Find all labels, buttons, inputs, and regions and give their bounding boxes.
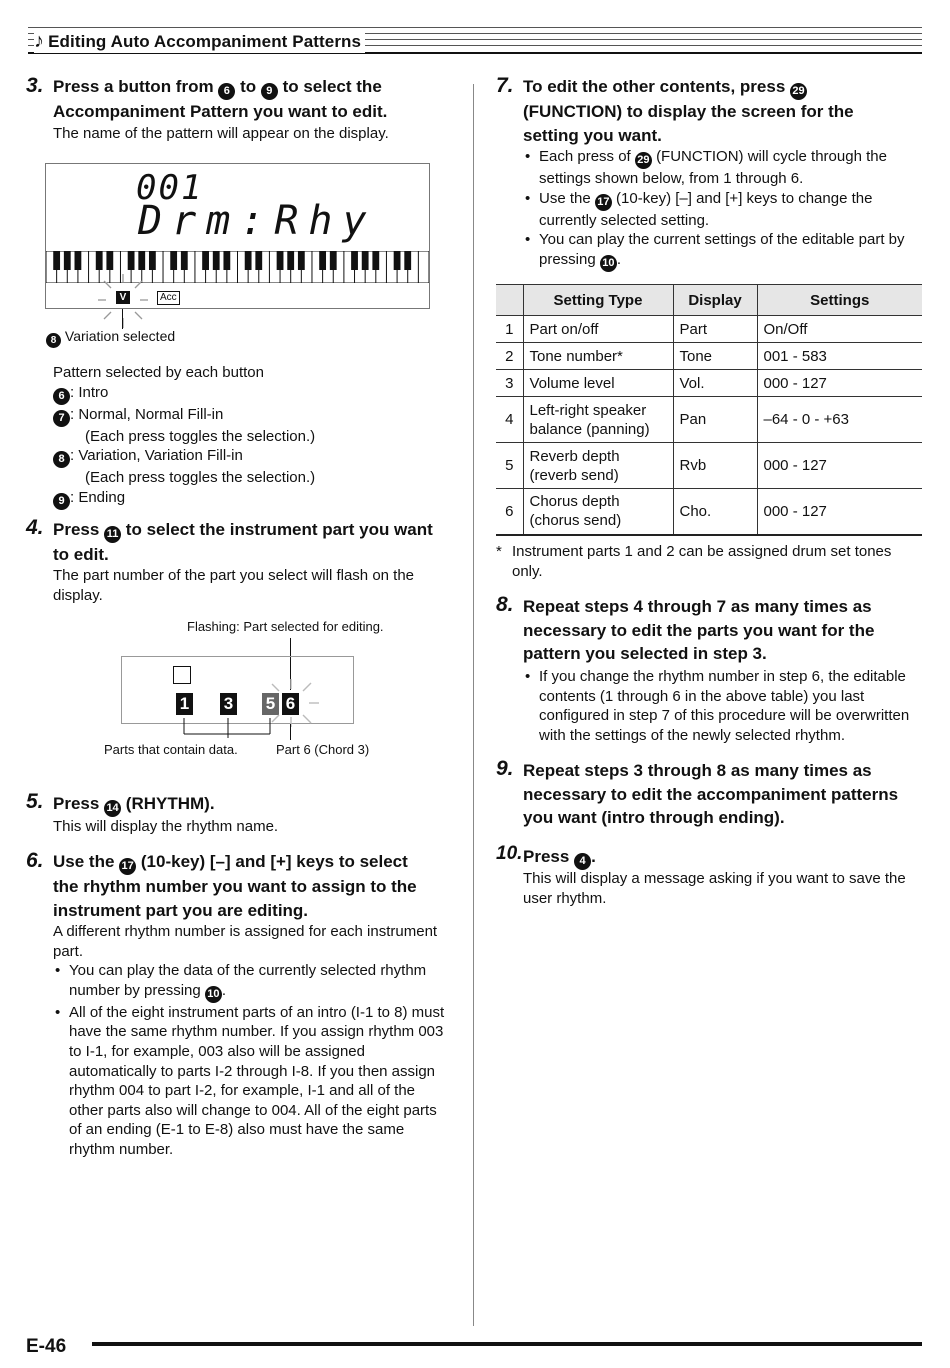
pattern-heading: Pattern selected by each button — [53, 364, 264, 381]
step-8-title-a: Repeat steps 4 through 7 as many times as — [523, 597, 872, 616]
step-7-body — [523, 147, 923, 272]
table-row — [496, 343, 922, 370]
lcd-number: 001 — [136, 168, 204, 208]
table-cell: Part on/off — [523, 316, 673, 343]
table-cell: On/Off — [757, 316, 922, 343]
black-key — [404, 251, 411, 270]
header-rule-1 — [28, 27, 922, 28]
black-key — [181, 251, 188, 270]
part-3: 3 — [220, 693, 237, 715]
black-key — [298, 251, 305, 270]
table-row — [496, 397, 922, 443]
black-key — [277, 251, 284, 270]
variation-badge: V — [116, 291, 130, 304]
step-3-title-c: Accompaniment Pattern you want to edit. — [53, 102, 388, 121]
black-key — [64, 251, 71, 270]
table-cell: 6 — [496, 489, 523, 535]
table-cell: Vol. — [673, 370, 757, 397]
table-cell: 000 - 127 — [757, 370, 922, 397]
button-6-icon: 6 — [218, 83, 235, 100]
black-key — [53, 251, 60, 270]
pattern-item — [53, 383, 315, 405]
black-key — [75, 251, 82, 270]
button-14-icon: 14 — [104, 800, 121, 817]
black-key — [223, 251, 230, 270]
table-row — [496, 443, 922, 489]
pattern-list — [53, 363, 315, 510]
button-9-icon: 9 — [261, 83, 278, 100]
part6-caption: Part 6 (Chord 3) — [276, 742, 370, 757]
table-cell: 000 - 127 — [757, 443, 922, 489]
table-cell: 4 — [496, 397, 523, 443]
bullet-text: You can play the data of the currently selected rhythm number by pressing — [69, 962, 427, 999]
button-6-icon: 6 — [53, 388, 70, 405]
step-9-title-a: Repeat steps 3 through 8 as many times as — [523, 761, 872, 780]
step-9-title-c: you want (intro through ending). — [523, 808, 785, 827]
step-6-title-b: (10-key) [–] and [+] keys to select — [140, 852, 408, 871]
table-header: Setting Type — [523, 285, 673, 316]
footer-rule — [92, 1342, 922, 1346]
step-7-title-c: setting you want. — [523, 125, 662, 145]
pattern-item — [53, 488, 315, 510]
table-cell: Pan — [673, 397, 757, 443]
table-cell: 5 — [496, 443, 523, 489]
table-cell: Left-right speaker balance (panning) — [523, 397, 673, 443]
bracket-lines — [170, 718, 290, 738]
step-6-bullet-2: • All of the eight instrument parts of an intro (I-1 to 8) must have the same rhythm number. If you assign rhythm 003 to I-1, for example, 003 also will be assigned automatically to parts I-2 through I-8. If you then assign rhythm 004 to part I-2, for example, I-1 and all of the other parts also will change to 004. All of the eight parts of an ending (E-1 to E-8) also must have the same rhythm number. — [53, 1003, 451, 1160]
step-6-title-d: instrument part you are editing. — [53, 900, 309, 920]
music-note-icon: ♪ — [34, 30, 45, 52]
black-key — [138, 251, 145, 270]
step-3-title-a: Press a button from — [53, 77, 214, 96]
step-6-bullet-1: • You can play the data of the currently selected rhythm number by pressing 10 . — [53, 961, 451, 1003]
step-9-number: 9. — [496, 757, 514, 780]
button-8-icon: 8 — [46, 333, 61, 348]
step-8-title — [523, 595, 874, 666]
step-7-bullet-3: • You can play the current settings of the editable part by pressing 10 . — [523, 230, 923, 272]
step-7-bullet-1 — [523, 147, 923, 189]
table-cell: Reverb depth (reverb send) — [523, 443, 673, 489]
step-3-number: 3. — [26, 74, 44, 97]
bullet-text: (FUNCTION) will cycle through the settings shown below, from 1 through 6. — [539, 148, 887, 187]
black-key — [213, 251, 220, 270]
lcd-caption — [46, 327, 175, 348]
black-key — [287, 251, 294, 270]
step-10-title: Press 4 . — [523, 845, 596, 870]
table-cell: Chorus depth (chorus send) — [523, 489, 673, 535]
bullet-text: Each press of — [539, 148, 631, 165]
acc-badge: Acc — [157, 291, 180, 305]
step-6-body-text: A different rhythm number is assigned for each instrument part. — [53, 923, 438, 960]
table-row — [496, 370, 922, 397]
bullet-text: Use the — [539, 189, 591, 207]
step-6-title — [53, 850, 417, 922]
step-8-title-b: necessary to edit the parts you want for the — [523, 620, 875, 640]
step-7-title-b: (FUNCTION) to display the screen for the — [523, 102, 854, 121]
lcd-caption-text: Variation selected — [64, 328, 176, 344]
step-4-number: 4. — [26, 516, 44, 539]
button-11-icon: 11 — [104, 526, 121, 543]
column-divider — [473, 84, 474, 1326]
flash-caption: Flashing: Part selected for editing. — [187, 619, 384, 634]
pattern-item — [53, 405, 315, 427]
table-cell: Cho. — [673, 489, 757, 535]
black-key — [170, 251, 177, 270]
black-key — [255, 251, 262, 270]
pattern-label: : Intro — [70, 383, 109, 401]
step-3-title — [53, 75, 387, 124]
lcd-rhythm-name: Drm:Rhy — [138, 198, 377, 244]
step-7-bullet-2 — [523, 189, 923, 231]
step-10-number: 10. — [496, 843, 523, 864]
step-7-title — [523, 75, 854, 147]
button-29-icon: 29 — [790, 83, 807, 100]
button-17-icon: 17 — [119, 858, 136, 875]
page-header — [34, 30, 365, 53]
table-header: Settings — [757, 285, 922, 316]
step-9-title — [523, 759, 898, 830]
table-cell: 2 — [496, 343, 523, 370]
step-7-number: 7. — [496, 74, 514, 97]
table-cell: 1 — [496, 316, 523, 343]
black-key — [394, 251, 401, 270]
pattern-sub: (Each press toggles the selection.) — [85, 469, 316, 487]
page-number: E-46 — [26, 1336, 67, 1357]
step-8-title-c: pattern you selected in step 3. — [523, 644, 767, 663]
step-5-body: This will display the rhythm name. — [53, 818, 279, 835]
table-cell: Tone number* — [523, 343, 673, 370]
part-display — [121, 656, 354, 724]
button-29-icon: 29 — [635, 152, 652, 169]
part-1: 1 — [176, 693, 193, 715]
table-cell: 3 — [496, 370, 523, 397]
button-9-icon: 9 — [53, 493, 70, 510]
part-6: 6 — [282, 693, 299, 715]
step-6-body — [53, 922, 451, 1160]
step-6-title-a: Use the — [53, 852, 115, 871]
table-cell: 001 - 583 — [757, 343, 922, 370]
table-cell: 000 - 127 — [757, 489, 922, 535]
pattern-label: : Ending — [70, 488, 126, 506]
step-6-title-c: the rhythm number you want to assign to the — [53, 877, 417, 896]
pattern-sub: (Each press toggles the selection.) — [85, 427, 316, 445]
step-5-title-a: Press — [53, 794, 100, 813]
bullet-text: You can play the current settings of the editable part by pressing — [539, 231, 905, 268]
black-key — [202, 251, 209, 270]
black-key — [149, 251, 156, 270]
black-key — [372, 251, 379, 270]
table-cell: –64 - 0 - +63 — [757, 397, 922, 443]
black-key — [319, 251, 326, 270]
footnote-text: Instrument parts 1 and 2 can be assigned drum set tones only. — [512, 543, 892, 580]
table-cell: Part — [673, 316, 757, 343]
step-4-title-a: Press — [53, 520, 100, 539]
step-10-body: This will display a message asking if you want to save the user rhythm. — [523, 870, 906, 907]
part6-callout-line — [290, 724, 291, 740]
step-3-body: The name of the pattern will appear on the display. — [53, 125, 389, 142]
black-key — [128, 251, 135, 270]
button-7-icon: 7 — [53, 410, 70, 427]
step-4-title — [53, 518, 433, 567]
step-4-title-c: to edit. — [53, 545, 109, 564]
header-title: Editing Auto Accompaniment Patterns — [48, 32, 362, 51]
pattern-label: : Variation, Variation Fill-in — [70, 447, 243, 465]
step-8-number: 8. — [496, 593, 514, 616]
button-4-icon: 4 — [574, 853, 591, 870]
pattern-label: : Normal, Normal Fill-in — [70, 405, 224, 423]
black-key — [245, 251, 252, 270]
step-3-to: to — [240, 77, 257, 96]
bullet-text: (10-key) [–] and [+] keys to change the currently selected setting. — [539, 189, 873, 229]
black-key — [351, 251, 358, 270]
step-8-bullet-1: • If you change the rhythm number in step 6, the editable contents (1 through 6 in the above table) you last configured in step 7 of this procedure will be overwritten with the settings of the newly selected rhythm. — [523, 667, 923, 745]
step-4-body: The part number of the part you select will flash on the display. — [53, 567, 415, 604]
button-17-icon: 17 — [595, 194, 612, 211]
step-4-title-b: to select the instrument part you want — [125, 520, 433, 539]
part-frame-icon — [173, 666, 191, 684]
table-row — [496, 316, 922, 343]
button-10-icon: 10 — [205, 986, 222, 1003]
pattern-item — [53, 446, 315, 468]
button-10-icon: 10 — [600, 255, 617, 272]
step-5-title — [53, 792, 215, 817]
black-key — [106, 251, 113, 270]
table-cell: Tone — [673, 343, 757, 370]
step-7-title-a: To edit the other contents, press — [523, 77, 786, 96]
black-key — [96, 251, 103, 270]
table-cell: Rvb — [673, 443, 757, 489]
step-9-title-b: necessary to edit the accompaniment patterns — [523, 784, 899, 804]
table-header: Display — [673, 285, 757, 316]
step-8-body — [523, 667, 923, 745]
table-cell: Volume level — [523, 370, 673, 397]
part-5: 5 — [262, 693, 279, 715]
step-5-title-b: (RHYTHM). — [125, 794, 215, 813]
lcd-display — [45, 163, 430, 309]
black-key — [330, 251, 337, 270]
settings-table — [496, 284, 922, 536]
table-header-row — [496, 285, 922, 316]
black-key — [362, 251, 369, 270]
button-8-icon: 8 — [53, 451, 70, 468]
table-row — [496, 489, 922, 535]
step-6-number: 6. — [26, 849, 44, 872]
footnote-mark: * — [496, 543, 502, 560]
step-3-title-b: to select the — [282, 77, 382, 96]
step-10-title-a: Press — [523, 847, 570, 866]
callout-line — [122, 309, 124, 329]
step-5-number: 5. — [26, 790, 44, 813]
table-header — [496, 285, 523, 316]
table-footnote — [496, 542, 921, 581]
parts-caption: Parts that contain data. — [104, 742, 238, 757]
